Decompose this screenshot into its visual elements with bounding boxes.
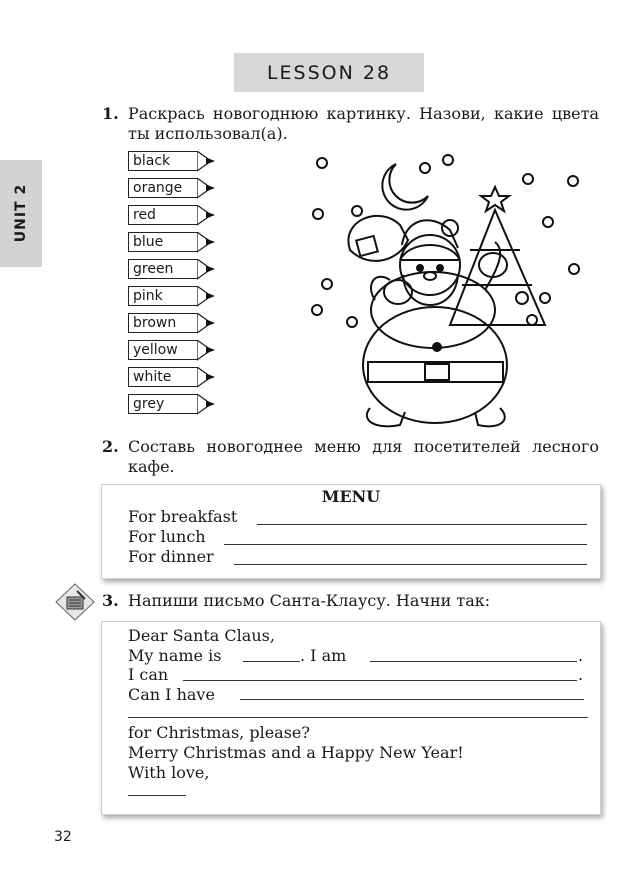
pencil-label-text: blue — [128, 232, 198, 252]
pencil-tip-icon — [197, 259, 219, 281]
pencil-tip-icon — [197, 205, 219, 227]
page-number: 32 — [54, 829, 72, 845]
pencil-tip-icon — [197, 367, 219, 389]
menu-row-label: For breakfast — [128, 507, 238, 526]
letter-have-blank[interactable] — [240, 699, 584, 700]
pencil-label — [128, 178, 218, 200]
pencil-label-text: white — [128, 367, 198, 387]
letter-greeting: Dear Santa Claus, — [128, 626, 275, 645]
menu-row-label: For dinner — [128, 547, 214, 566]
task3-instruction: Напиши письмо Санта-Клаусу. Начни так: — [128, 591, 491, 610]
task2-instruction: Составь новогоднее меню для посетителей лесного кафе. — [128, 437, 599, 476]
pencil-label-text: grey — [128, 394, 198, 414]
pencil-label — [128, 151, 218, 173]
santa-coloring-picture — [300, 150, 600, 435]
letter-line-closing: With love, — [128, 763, 210, 782]
menu-answer-line[interactable] — [224, 544, 587, 545]
task1-instruction: Раскрась новогоднюю картинку. Назови, какие цвета ты использовал(а). — [128, 104, 599, 143]
letter-can-blank[interactable] — [183, 680, 577, 681]
pencil-label — [128, 205, 218, 227]
pencil-label-text: pink — [128, 286, 198, 306]
pencil-label — [128, 232, 218, 254]
pencil-label-text: orange — [128, 178, 198, 198]
letter-signature-blank[interactable] — [128, 795, 186, 796]
letter-line-christmas: for Christmas, please? — [128, 723, 310, 742]
pencil-label-text: black — [128, 151, 198, 171]
lesson-title: LESSON 28 — [234, 53, 424, 92]
pencil-tip-icon — [197, 151, 219, 173]
pencil-label-text: green — [128, 259, 198, 279]
pencil-tip-icon — [197, 340, 219, 362]
pencil-tip-icon — [197, 394, 219, 416]
pencil-label — [128, 259, 218, 281]
task1-number: 1. — [102, 104, 119, 123]
pencil-label — [128, 394, 218, 416]
letter-line-age-prefix: . I am — [300, 646, 347, 665]
pencil-label — [128, 313, 218, 335]
menu-heading: MENU — [321, 487, 381, 506]
pencil-label — [128, 340, 218, 362]
pencil-label-text: red — [128, 205, 198, 225]
pencil-label — [128, 367, 218, 389]
letter-line-have-prefix: Can I have — [128, 685, 215, 704]
menu-row-label: For lunch — [128, 527, 206, 546]
pencil-tip-icon — [197, 313, 219, 335]
letter-line-can-prefix: I can — [128, 665, 169, 684]
pencil-tip-icon — [197, 286, 219, 308]
menu-answer-line[interactable] — [234, 564, 587, 565]
unit-tab-label: UNIT 2 — [13, 183, 29, 243]
writing-task-icon — [55, 583, 95, 621]
letter-period: . — [578, 646, 584, 665]
letter-line-name-prefix: My name is — [128, 646, 222, 665]
task3-number: 3. — [102, 591, 119, 610]
letter-box — [101, 621, 601, 815]
pencil-label — [128, 286, 218, 308]
pencil-tip-icon — [197, 178, 219, 200]
letter-have-blank-continued[interactable] — [128, 717, 588, 718]
letter-line-wishes: Merry Christmas and a Happy New Year! — [128, 743, 464, 762]
letter-name-blank[interactable] — [243, 661, 300, 662]
pencil-tip-icon — [197, 232, 219, 254]
pencil-label-text: brown — [128, 313, 198, 333]
letter-age-blank[interactable] — [370, 661, 577, 662]
task2-number: 2. — [102, 437, 119, 456]
letter-period: . — [578, 665, 584, 684]
menu-box — [101, 484, 601, 579]
unit-tab — [0, 160, 42, 267]
pencil-label-text: yellow — [128, 340, 198, 360]
menu-answer-line[interactable] — [257, 524, 587, 525]
